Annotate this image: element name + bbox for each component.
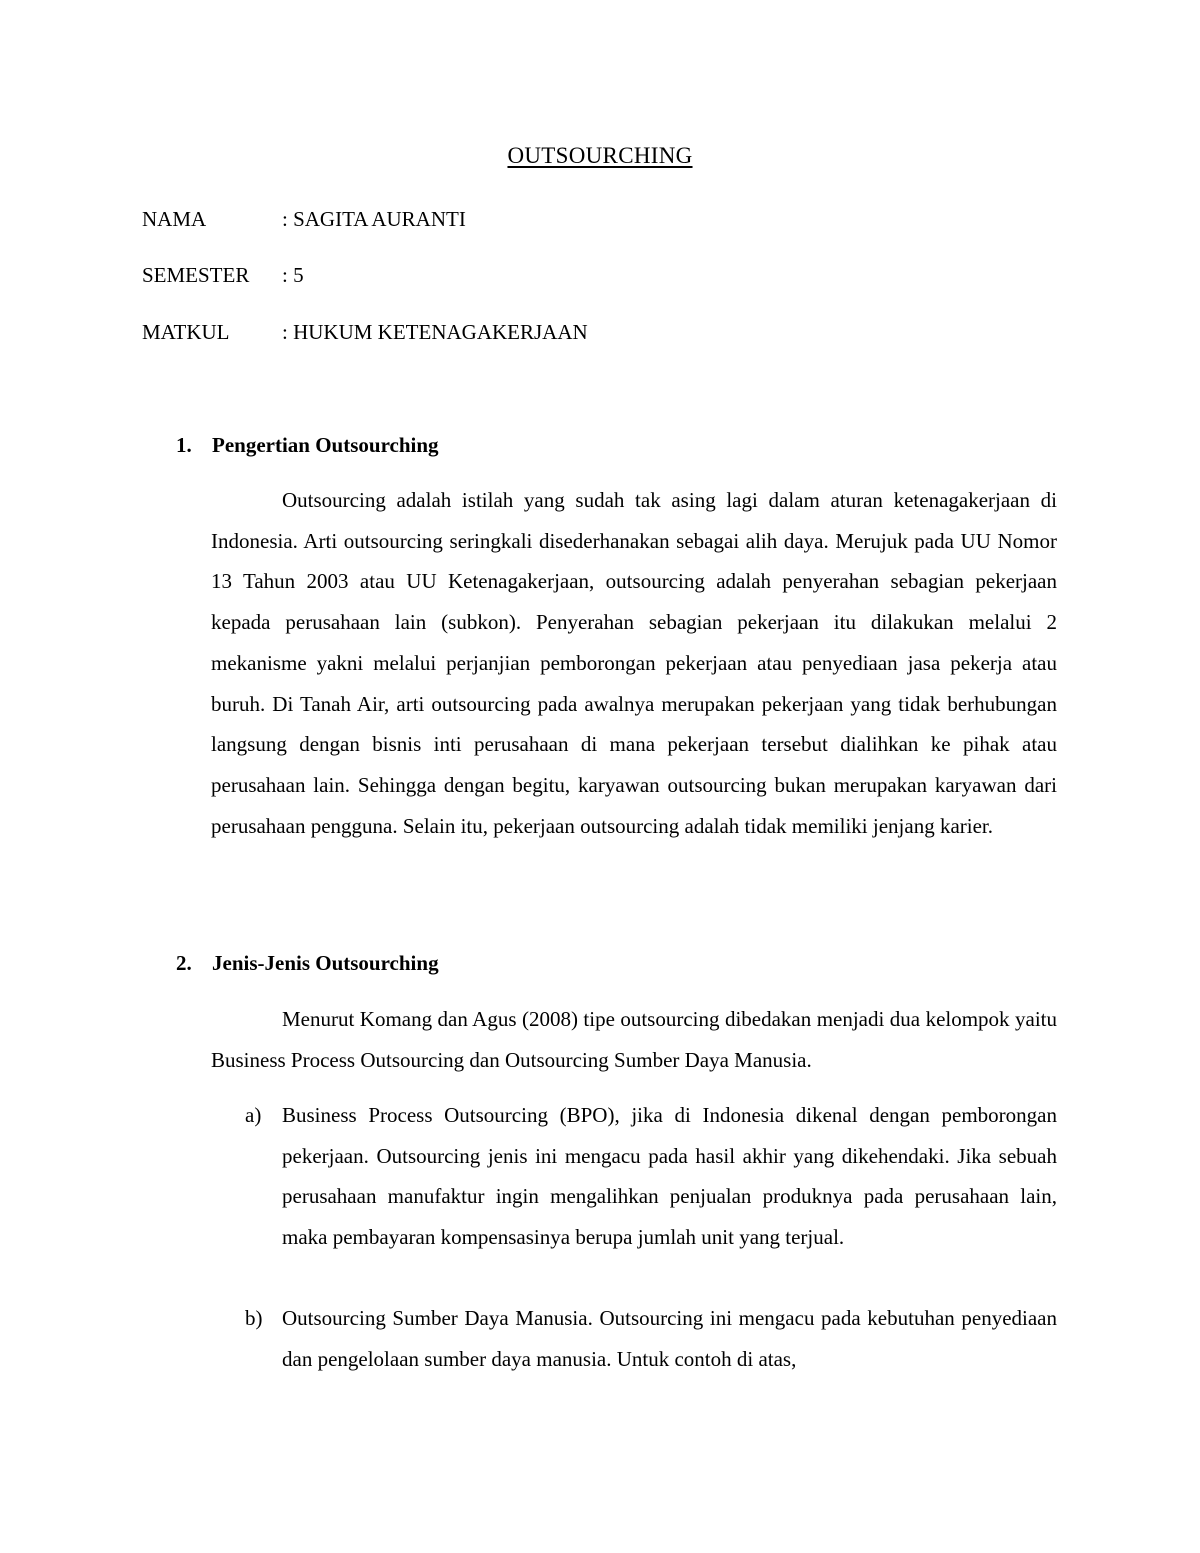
section-title: Pengertian Outsourching: [212, 433, 439, 457]
list-marker: a): [245, 1103, 262, 1127]
info-label: SEMESTER: [142, 263, 250, 287]
section-paragraph-1: Outsourcing adalah istilah yang sudah tak asing lagi dalam aturan ketenagakerjaan di Indonesia. Arti outsourcing seringkali disederhanakan sebagai alih daya. Merujuk pada UU Nomor 13 Tahun 2003 atau UU Ketenagakerjaan, outsourcing adalah penyerahan sebagian pekerjaan kepada perusahaan lain (subkon). Penyerahan sebagian pekerjaan itu dilakukan melalui 2 mekanisme yakni melalui perjanjian pemborongan pekerjaan atau penyediaan jasa pekerja atau buruh. Di Tanah Air, arti outsourcing pada awalnya merupakan pekerjaan yang tidak berhubungan langsung dengan bisnis inti perusahaan di mana pekerjaan tersebut dialihkan ke pihak atau perusahaan lain. Sehingga dengan begitu, karyawan outsourcing bukan merupakan karyawan dari perusahaan pengguna. Selain itu, pekerjaan outsourcing adalah tidak memiliki jenjang karier.: [211, 488, 1057, 838]
section-title: Jenis-Jenis Outsourching: [212, 951, 439, 975]
section-paragraph-2: Menurut Komang dan Agus (2008) tipe outsourcing dibedakan menjadi dua kelompok yaitu Business Process Outsourcing dan Outsourcing Sumber Daya Manusia.: [211, 1007, 1057, 1072]
info-value: : HUKUM KETENAGAKERJAAN: [282, 320, 588, 344]
list-item-text: Business Process Outsourcing (BPO), jika di Indonesia dikenal dengan pemborongan pekerjaan. Outsourcing jenis ini mengacu pada hasil akhir yang dikehendaki. Jika sebuah perusahaan manufaktur ingin mengalihkan penjualan produknya pada perusahaan lain, maka pembayaran kompensasinya berupa jumlah unit yang terjual.: [282, 1103, 1057, 1250]
info-value: : 5: [282, 263, 304, 287]
info-label: MATKUL: [142, 320, 230, 344]
list-marker: b): [245, 1306, 263, 1330]
section-heading-2: [176, 948, 439, 978]
info-label: NAMA: [142, 207, 207, 231]
info-value: : SAGITA AURANTI: [282, 207, 466, 231]
list-item-text: Outsourcing Sumber Daya Manusia. Outsourcing ini mengacu pada kebutuhan penyediaan dan pengelolaan sumber daya manusia. Untuk contoh di atas,: [282, 1306, 1057, 1371]
section-heading-1: [176, 430, 439, 460]
section-number: 2.: [176, 951, 192, 975]
document-title: OUTSOURCHING: [507, 143, 693, 168]
section-number: 1.: [176, 433, 192, 457]
